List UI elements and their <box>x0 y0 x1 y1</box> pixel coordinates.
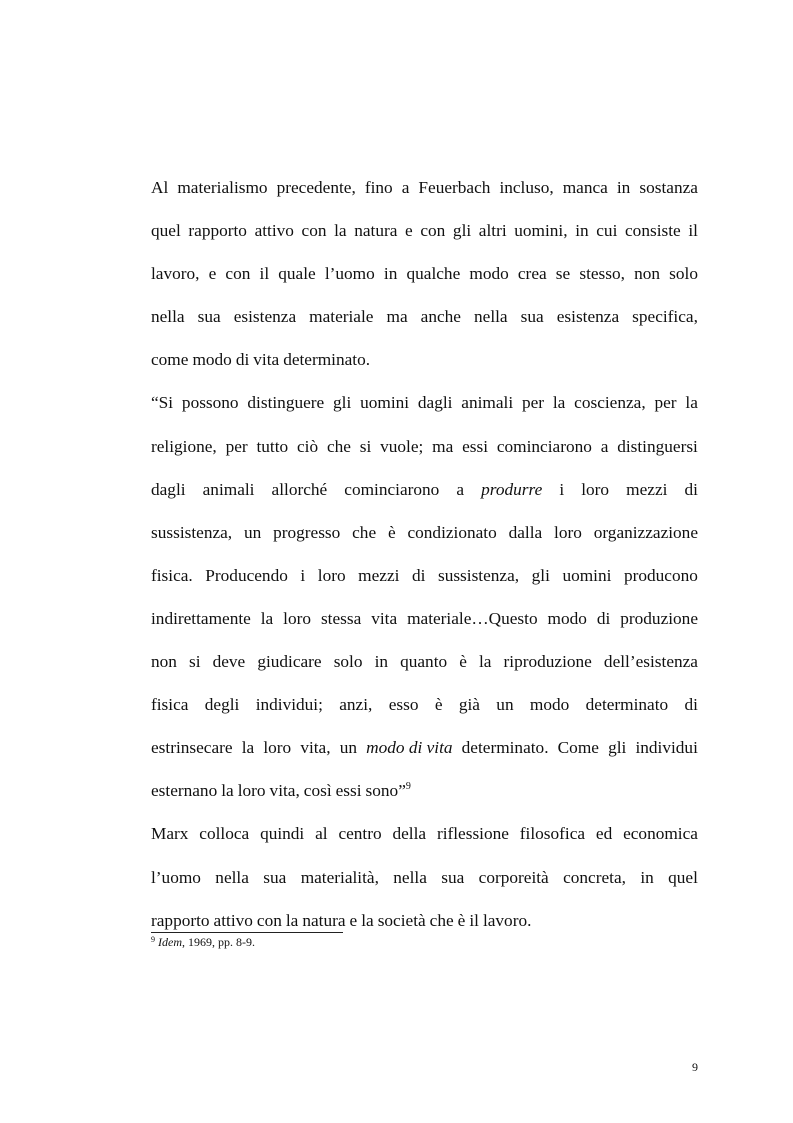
text-line <box>151 338 698 381</box>
word: lavoro, <box>151 264 200 284</box>
word: stesso, <box>579 264 625 284</box>
word: e <box>208 264 217 284</box>
word: sua <box>441 867 465 887</box>
text-line <box>151 856 698 899</box>
word: esternano <box>151 781 218 801</box>
text-line <box>151 511 698 554</box>
page-number: 9 <box>692 1060 698 1074</box>
word: che <box>429 910 454 930</box>
word: Come <box>557 738 599 758</box>
word: corporeità <box>478 867 549 887</box>
word: quel <box>151 221 181 241</box>
word: manca <box>562 178 608 197</box>
word: è <box>459 652 467 672</box>
word: in <box>640 867 654 887</box>
word: al <box>315 824 328 844</box>
word: materiale <box>309 307 374 327</box>
word: e <box>405 221 413 241</box>
word: solo <box>333 652 363 672</box>
word: natura <box>302 910 346 930</box>
word: esistenza <box>556 307 620 327</box>
word: Marx <box>151 824 189 844</box>
word: anche <box>420 307 461 327</box>
word: dagli <box>151 479 186 499</box>
word: uomini <box>562 565 612 585</box>
word: cominciarono <box>496 436 592 456</box>
word: per <box>654 393 677 413</box>
word: producono <box>623 565 698 585</box>
word: materialismo <box>177 178 268 197</box>
word: sua <box>263 867 287 887</box>
word: stessa <box>320 608 362 628</box>
word: loro <box>554 522 582 542</box>
text-line <box>151 726 698 769</box>
word: se <box>555 264 571 284</box>
word: produrre <box>481 479 543 499</box>
word: individui; <box>255 695 323 715</box>
word: sussistenza, <box>437 565 520 585</box>
word: e <box>349 910 358 930</box>
word: possono <box>181 393 239 413</box>
word: per <box>225 436 248 456</box>
text-line <box>151 209 698 252</box>
word: deve <box>212 652 246 672</box>
word: essi <box>335 781 362 801</box>
word: determinato. <box>461 738 549 758</box>
word: con <box>256 910 282 930</box>
word: lavoro. <box>482 910 532 930</box>
word: vita <box>371 608 398 628</box>
word: che <box>326 436 351 456</box>
word: distinguersi <box>617 436 698 456</box>
word: di <box>684 479 698 499</box>
word: colloca <box>199 824 250 844</box>
word: quindi <box>260 824 305 844</box>
word: in <box>616 178 631 197</box>
word: individui <box>635 738 698 758</box>
word: è <box>387 522 396 542</box>
text-line <box>151 425 698 468</box>
word: per <box>521 393 545 413</box>
word: un <box>243 522 262 542</box>
text-line <box>151 640 698 683</box>
word: la <box>221 781 234 801</box>
word: la <box>260 608 274 628</box>
word: indirettamente <box>151 608 251 628</box>
word: materiale…Questo <box>407 608 538 628</box>
word: il <box>688 221 698 241</box>
word: rapporto <box>188 221 247 241</box>
word: allorché <box>271 479 328 499</box>
word: come <box>151 350 189 370</box>
word: sono”$^9$ <box>365 781 411 801</box>
word: non <box>634 264 661 284</box>
text-line <box>151 769 698 812</box>
word: sua <box>197 307 221 327</box>
word: attivo <box>254 221 294 241</box>
word: fisica <box>151 695 189 715</box>
word: Producendo <box>205 565 288 585</box>
word: si <box>359 436 372 456</box>
word: quel <box>668 867 698 887</box>
word: riflessione <box>436 824 509 844</box>
word: concreta, <box>563 867 626 887</box>
word: la <box>552 393 566 413</box>
word: solo <box>669 264 698 284</box>
word: Al <box>151 178 169 197</box>
word: loro <box>317 565 346 585</box>
word: la <box>241 738 255 758</box>
word: mezzi <box>358 565 400 585</box>
word: progresso <box>273 522 341 542</box>
word: a <box>456 479 465 499</box>
word: gli <box>452 221 472 241</box>
text-line <box>151 597 698 640</box>
text-line <box>151 381 698 424</box>
word: sussistenza, <box>151 522 233 542</box>
word: in <box>575 221 589 241</box>
word: con <box>420 221 446 241</box>
word: degli <box>204 695 240 715</box>
text-line <box>151 683 698 726</box>
word: la <box>361 910 374 930</box>
word: nella <box>474 307 508 327</box>
word: dagli <box>417 393 453 413</box>
word: esso <box>388 695 419 715</box>
word: qualche <box>406 264 461 284</box>
word: anzi, <box>339 695 373 715</box>
word: la <box>685 393 698 413</box>
footnote-source: Idem <box>158 935 182 949</box>
text-line <box>151 812 698 855</box>
word: economica <box>623 824 698 844</box>
word: “Si <box>151 393 174 413</box>
word: il <box>259 264 270 284</box>
word: quanto <box>400 652 448 672</box>
word: in <box>374 652 389 672</box>
word: condizionato <box>407 522 497 542</box>
word: gli <box>531 565 550 585</box>
text-line <box>151 554 698 597</box>
word: sostanza <box>639 178 698 197</box>
word: società <box>377 910 426 930</box>
word: riproduzione <box>503 652 592 672</box>
word: di <box>596 608 611 628</box>
word: i <box>559 479 565 499</box>
word: nella <box>393 867 427 887</box>
word: specifica, <box>632 307 698 327</box>
word: già <box>458 695 480 715</box>
word: si <box>189 652 201 672</box>
word: ed <box>595 824 613 844</box>
word: esistenza <box>233 307 297 327</box>
word: di <box>684 695 698 715</box>
word: produzione <box>620 608 698 628</box>
text-line <box>151 295 698 338</box>
word: della <box>392 824 427 844</box>
word: modo <box>192 350 232 370</box>
text-line <box>151 252 698 295</box>
word: vuole; <box>380 436 424 456</box>
word: di <box>411 565 426 585</box>
word: l’uomo <box>324 264 375 284</box>
word: la <box>334 221 347 241</box>
word: di <box>235 350 250 370</box>
word: coscienza, <box>574 393 646 413</box>
word: che <box>352 522 377 542</box>
word: distinguere <box>247 393 325 413</box>
word: uomini, <box>514 221 568 241</box>
word: nella <box>215 867 249 887</box>
word: giudicare <box>257 652 322 672</box>
word: è <box>434 695 443 715</box>
word: quale <box>278 264 316 284</box>
word: a <box>401 178 410 197</box>
word: mezzi <box>626 479 668 499</box>
word: modo <box>469 264 509 284</box>
footnote-text: , 1969, pp. 8-9. <box>182 935 255 949</box>
word: organizzazione <box>593 522 698 542</box>
word: i <box>300 565 306 585</box>
word: loro <box>283 608 312 628</box>
word: così <box>303 781 332 801</box>
word: un <box>339 738 357 758</box>
word: il <box>469 910 479 930</box>
word: crea <box>517 264 547 284</box>
footnote <box>151 934 255 950</box>
word: è <box>457 910 466 930</box>
word: ma <box>432 436 454 456</box>
word: estrinsecare <box>151 738 233 758</box>
word: animali <box>202 479 255 499</box>
word: loro <box>263 738 292 758</box>
word: filosofica <box>519 824 586 844</box>
word: vita, <box>300 738 331 758</box>
word: gli <box>608 738 627 758</box>
word: rapporto <box>151 910 210 930</box>
text-line <box>151 166 698 209</box>
word: gli <box>333 393 352 413</box>
word: in <box>383 264 398 284</box>
word: materialità, <box>300 867 379 887</box>
word: tutto <box>256 436 289 456</box>
word: altri <box>478 221 507 241</box>
word: cominciarono <box>344 479 440 499</box>
word: l’uomo <box>151 867 201 887</box>
footnote-reference[interactable]: 9 <box>405 781 411 793</box>
word: Feuerbach <box>418 178 491 197</box>
word: fino <box>364 178 393 197</box>
word: vita <box>253 350 280 370</box>
word: con <box>225 264 251 284</box>
text-line <box>151 468 698 511</box>
word: loro <box>581 479 610 499</box>
word: nella <box>151 307 185 327</box>
word: determinato. <box>283 350 371 370</box>
word: dell’esistenza <box>603 652 698 672</box>
word: essi <box>462 436 489 456</box>
word: cui <box>596 221 618 241</box>
footnote-number: 9 <box>151 935 155 944</box>
word: loro <box>237 781 266 801</box>
word: la <box>285 910 299 930</box>
word: sua <box>520 307 544 327</box>
word: consiste <box>625 221 681 241</box>
word: modo di vita <box>366 738 453 758</box>
word: uomini <box>360 393 410 413</box>
word: precedente, <box>276 178 356 197</box>
body-text <box>151 166 698 942</box>
word: modo <box>529 695 570 715</box>
footnote-separator <box>151 932 343 933</box>
word: natura <box>354 221 398 241</box>
word: incluso, <box>499 178 554 197</box>
word: religione, <box>151 436 217 456</box>
word: dalla <box>508 522 543 542</box>
word: non <box>151 652 177 672</box>
word: fisica. <box>151 565 193 585</box>
word: ciò <box>297 436 319 456</box>
word: vita, <box>269 781 300 801</box>
word: animali <box>461 393 514 413</box>
word: modo <box>547 608 587 628</box>
word: determinato <box>585 695 669 715</box>
word: attivo <box>213 910 253 930</box>
word: centro <box>338 824 382 844</box>
word: a <box>600 436 609 456</box>
word: ma <box>386 307 408 327</box>
word: con <box>301 221 327 241</box>
word: la <box>478 652 492 672</box>
word: un <box>496 695 514 715</box>
